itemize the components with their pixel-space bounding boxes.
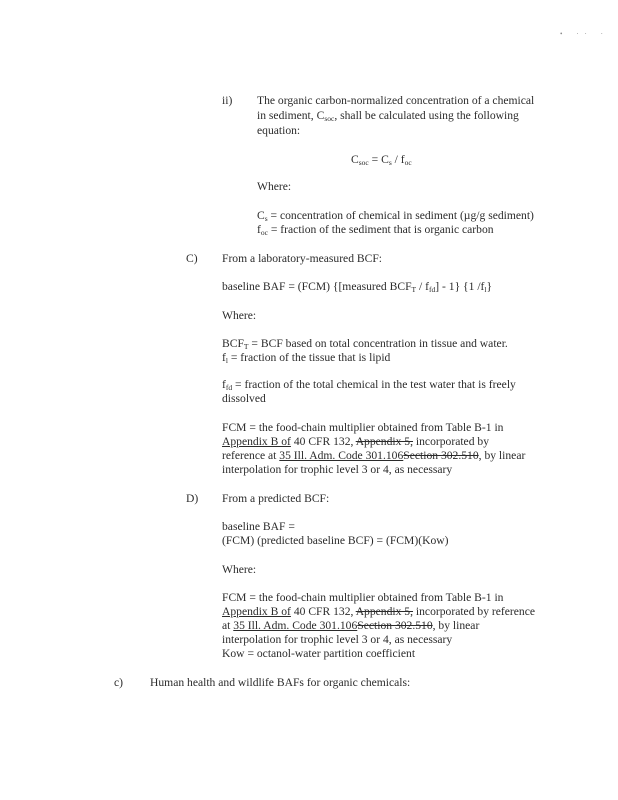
fcm-d-line-2: Appendix B of 40 CFR 132, Appendix 5, incorporated by reference <box>222 605 535 618</box>
fcm-definition-line-1: FCM = the food-chain multiplier obtained from Table B-1 in <box>222 421 504 434</box>
item-d-where: Where: <box>222 563 257 576</box>
fcm-d-line-3: at 35 Ill. Adm. Code 301.106Section 302.510, by linear <box>222 619 480 632</box>
item-ii-where: Where: <box>257 180 292 193</box>
item-d-label: D) <box>186 492 199 505</box>
fcm-definition-line-3: reference at 35 Ill. Adm. Code 301.106Section 302.510, by linear <box>222 449 526 462</box>
equation-csoc: $C_{soc} = C_s / f_{oc}$ <box>351 153 412 167</box>
equation-predicted-baf-line-2: (FCM) (predicted baseline BCF) = (FCM)(Kow) <box>222 534 449 547</box>
item-ii-line-3: equation: <box>257 124 301 137</box>
item-ii-label: ii) <box>222 94 233 107</box>
equation-predicted-baf-line-1: baseline BAF = <box>222 520 295 533</box>
definition-cs: $C_s$ = concentration of chemical in sediment (µg/g sediment) <box>257 209 534 223</box>
equation-measured-baf: baseline BAF = (FCM) {[measured $BCF_T / f_{fd}] - 1$} {1 $/f_l$} <box>222 280 493 294</box>
definition-kow: Kow = octanol-water partition coefficient <box>222 647 416 660</box>
definition-bcft: $BCF_T$ = BCF based on total concentration in tissue and water. <box>222 337 508 351</box>
definition-ffd: $f_{fd}$ = fraction of the total chemical in the test water that is freely <box>222 378 516 392</box>
item-c-lower-heading: Human health and wildlife BAFs for organic chemicals: <box>150 676 411 689</box>
item-ii-line-2: in sediment, $C_{soc}$, shall be calculated using the following <box>257 109 519 123</box>
definition-foc: $f_{oc}$ = fraction of the sediment that is organic carbon <box>257 223 494 237</box>
definition-fl: $f_l$ = fraction of the tissue that is lipid <box>222 351 391 365</box>
item-c-upper-where: Where: <box>222 309 257 322</box>
item-ii-line-1: The organic carbon-normalized concentration of a chemical <box>257 94 535 107</box>
definition-ffd-line-2: dissolved <box>222 392 266 405</box>
page-number-mark: • ·· · <box>560 30 609 38</box>
item-c-lower-label: c) <box>114 676 124 689</box>
fcm-definition-line-4: interpolation for trophic level 3 or 4, as necessary <box>222 463 453 476</box>
item-d-heading: From a predicted BCF: <box>222 492 330 505</box>
fcm-d-line-4: interpolation for trophic level 3 or 4, as necessary <box>222 633 453 646</box>
item-c-upper-heading: From a laboratory-measured BCF: <box>222 252 383 265</box>
fcm-d-line-1: FCM = the food-chain multiplier obtained from Table B-1 in <box>222 591 504 604</box>
fcm-definition-line-2: Appendix B of 40 CFR 132, Appendix 5, incorporated by <box>222 435 489 448</box>
item-c-upper-label: C) <box>186 252 198 265</box>
